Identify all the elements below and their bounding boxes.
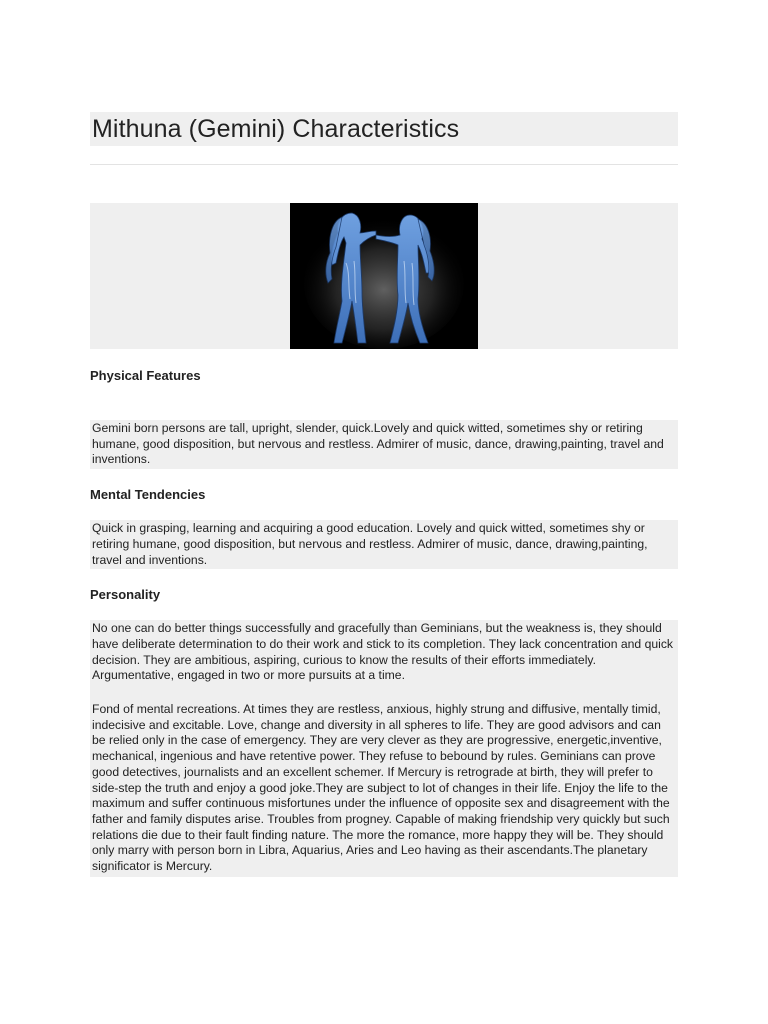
physical-features-text: Gemini born persons are tall, upright, slender, quick.Lovely and quick witted, sometimes shy or retiring humane, good disposition, but nervous and restless. Admirer of music, dance, drawing,painting, travel and inventions.: [90, 420, 678, 469]
physical-features-heading: Physical Features: [90, 368, 201, 383]
title-divider: [90, 164, 678, 165]
gemini-twins-image: [290, 203, 478, 349]
personality-text-2: Fond of mental recreations. At times they are restless, anxious, highly strung and diffusive, mentally timid, indecisive and excitable. Love, change and diversity in all spheres to life. They are good advisors and can be relied only in the case of emergency. They are very clever as they are progressive, energetic,inventive, mechanical, ingenious and have retentive power. They refuse to bebound by rules. Geminians can prove good detectives, journalists and an excellent schemer. If Mercury is retrograde at birth, they will prefer to side-step the truth and enjoy a good joke.They are subject to lot of changes in their life. Enjoy the life to the maximum and suffer continuous misfortunes under the influence of opposite sex and disagreement with the father and family disputes arise. Troubles from progney. Capable of making friendship very quickly but such relations die due to their fault finding nature. The more the romance, more happy they will be. They should only marry with person born in Libra, Aquarius, Aries and Leo having as their ascendants.The planetary significator is Mercury.: [90, 702, 678, 877]
personality-text-1: No one can do better things successfully and gracefully than Geminians, but the weakness is, they should have deliberate determination to do their work and stick to its completion. They lack concentration and quick decision. They are ambitious, aspiring, curious to know the results of their efforts immediately. Argumentative, engaged in two or more pursuits at a time.: [90, 620, 678, 684]
title-bar: [90, 112, 678, 146]
document-page: [90, 112, 678, 877]
mental-tendencies-text: Quick in grasping, learning and acquiring a good education. Lovely and quick witted, sometimes shy or retiring humane, good disposition, but nervous and restless. Admirer of music, dance, drawing,painting, travel and inventions.: [90, 520, 678, 569]
image-band: [90, 203, 678, 349]
paragraph-gap: [90, 684, 678, 702]
page-title: Mithuna (Gemini) Characteristics: [92, 115, 460, 143]
mental-tendencies-heading: Mental Tendencies: [90, 487, 206, 503]
personality-heading: Personality: [90, 587, 161, 603]
gemini-twins-icon: [290, 203, 478, 349]
